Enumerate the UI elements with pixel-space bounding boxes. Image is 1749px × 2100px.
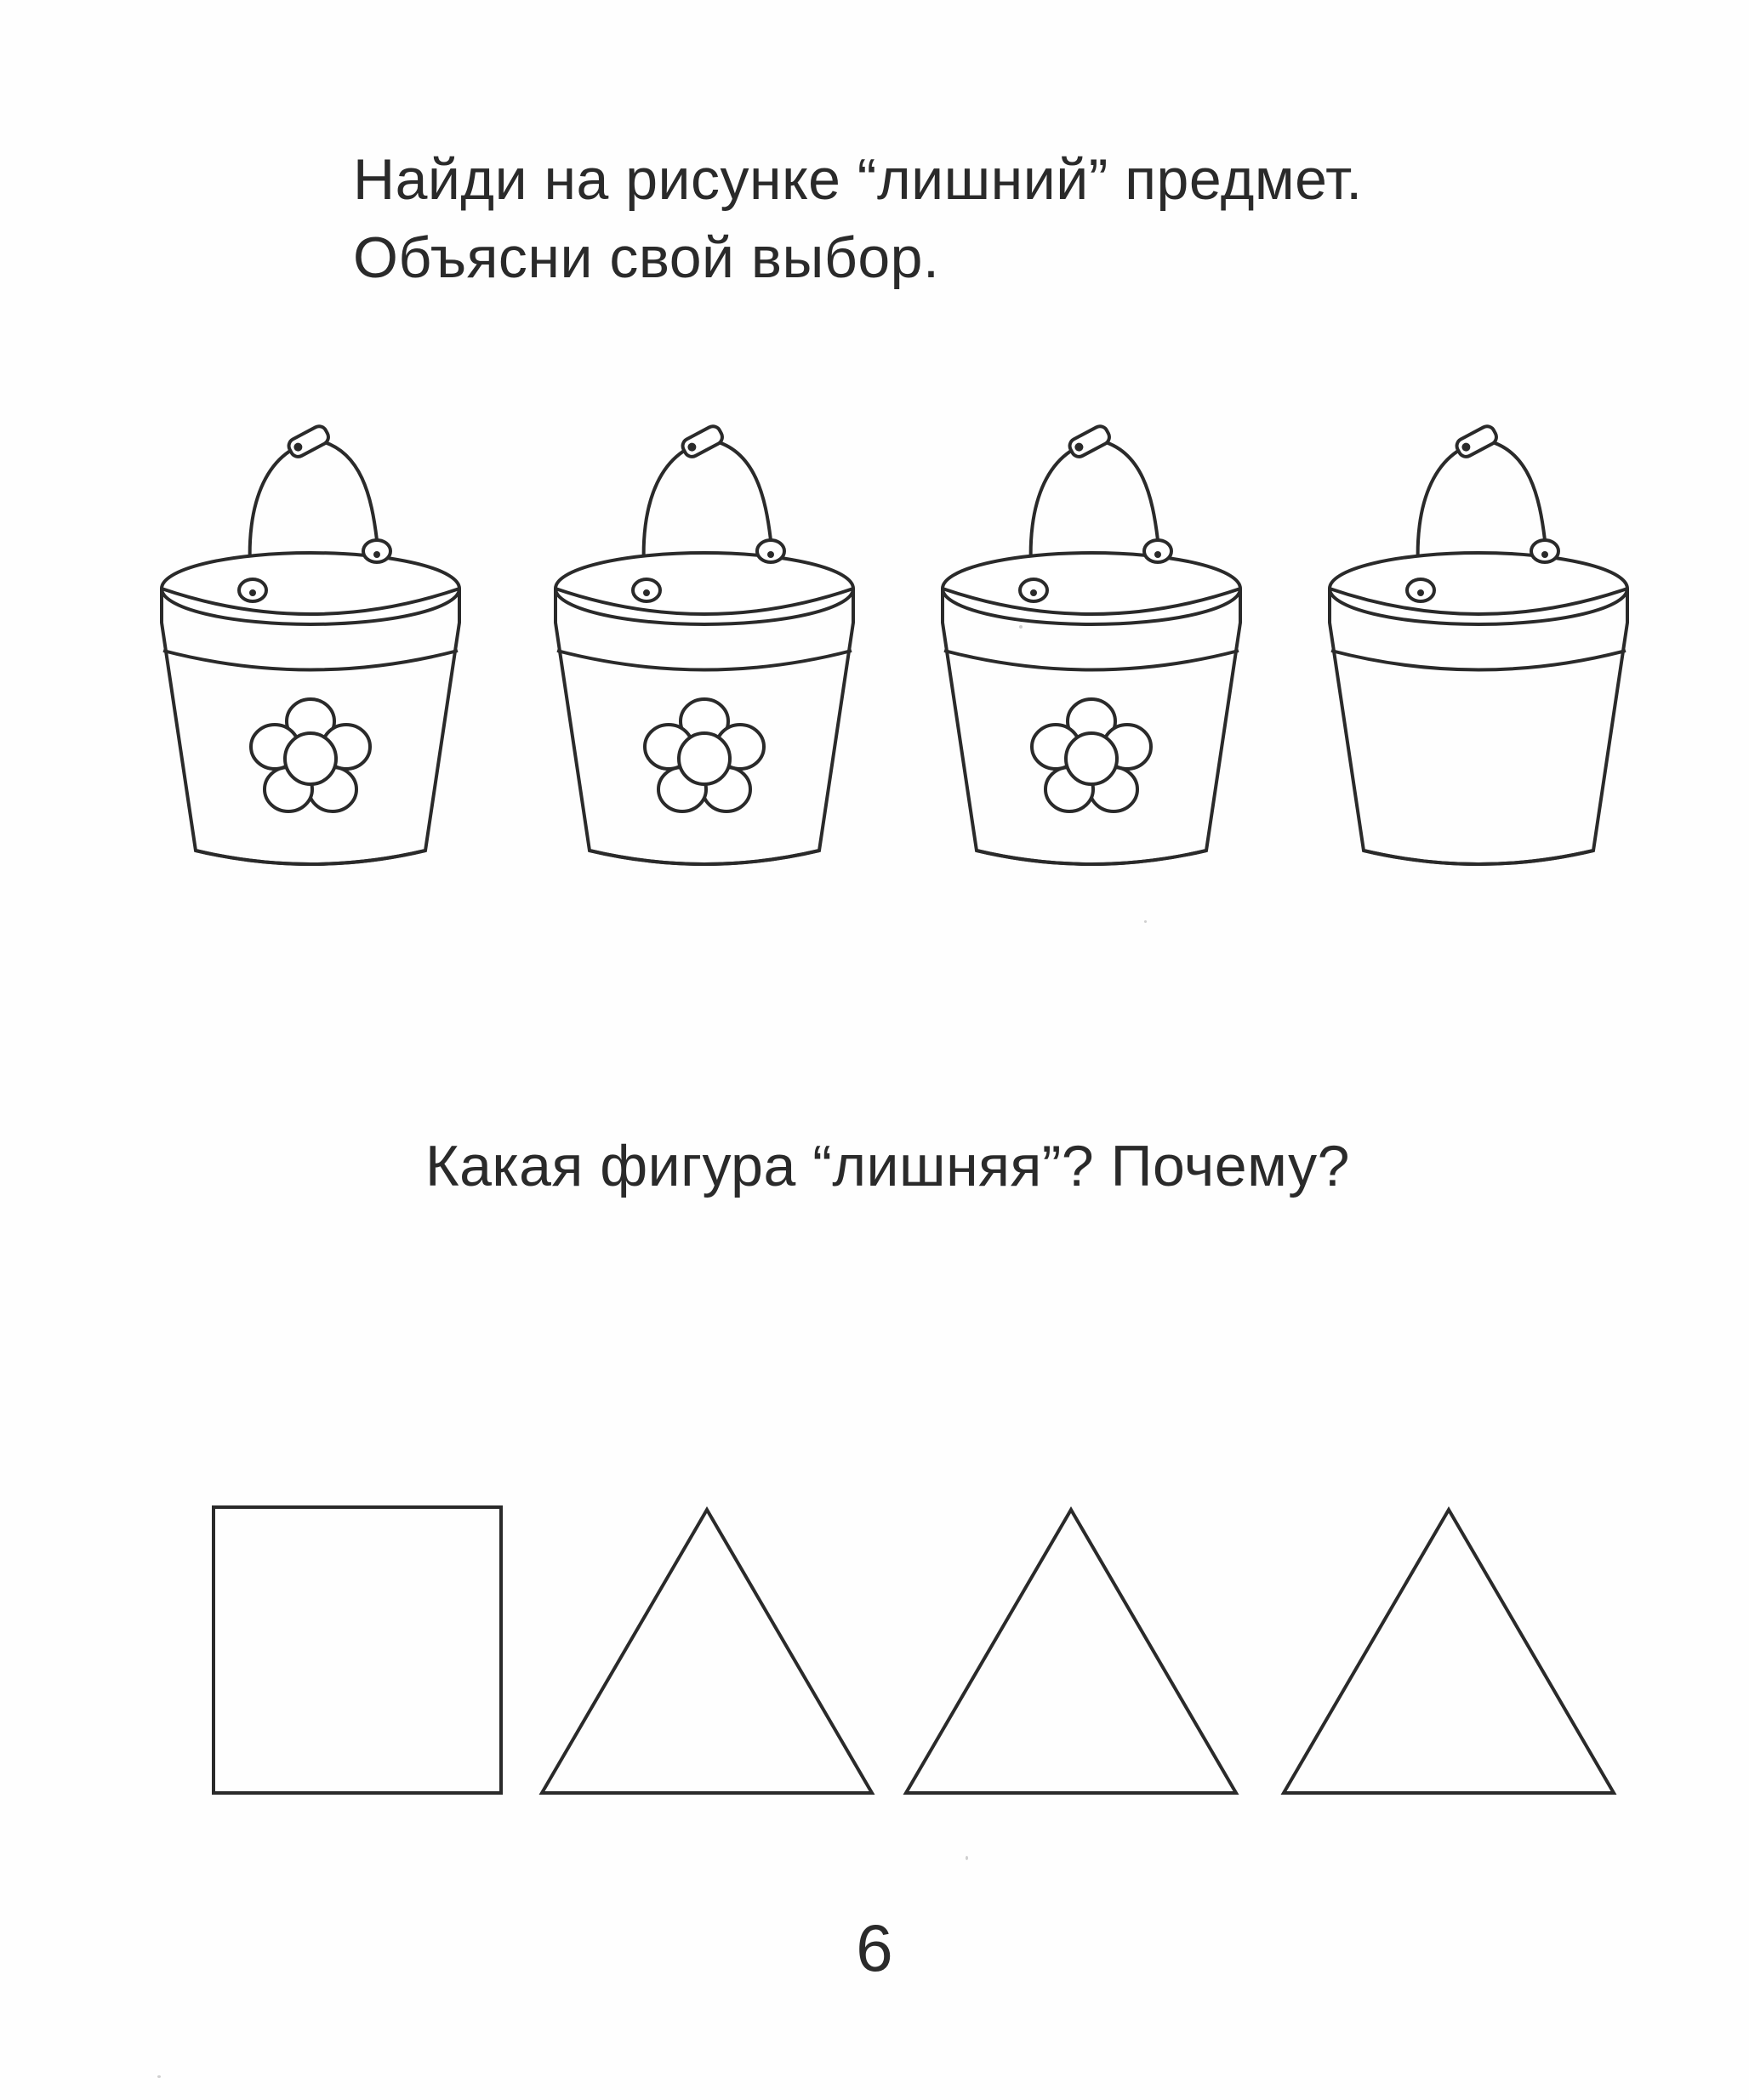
scan-speck [1144, 920, 1147, 923]
square-shape [214, 1507, 501, 1793]
triangle-shape-2 [906, 1510, 1236, 1793]
scan-speck [157, 2075, 161, 2078]
triangle-shape-3 [1284, 1510, 1614, 1793]
flower-decoration-3 [1032, 699, 1151, 811]
flower-decoration-1 [251, 699, 370, 811]
bucket-3-with-flower [943, 424, 1240, 864]
scan-speck [1019, 625, 1023, 629]
page-number: 6 [856, 1910, 893, 1985]
scan-speck [966, 1856, 968, 1860]
bucket-1-with-flower [162, 424, 459, 864]
task-2-question: Какая фигура “лишняя”? Почему? [425, 1134, 1350, 1198]
flower-decoration-2 [645, 699, 764, 811]
task-1-line-1: Найди на рисунке “лишний” предмет. [353, 147, 1363, 212]
bucket-4-plain [1330, 424, 1627, 864]
triangle-shape-1 [542, 1510, 872, 1793]
bucket-2-with-flower [555, 424, 853, 864]
task-1-line-2: Объясни свой выбор. [353, 225, 940, 290]
